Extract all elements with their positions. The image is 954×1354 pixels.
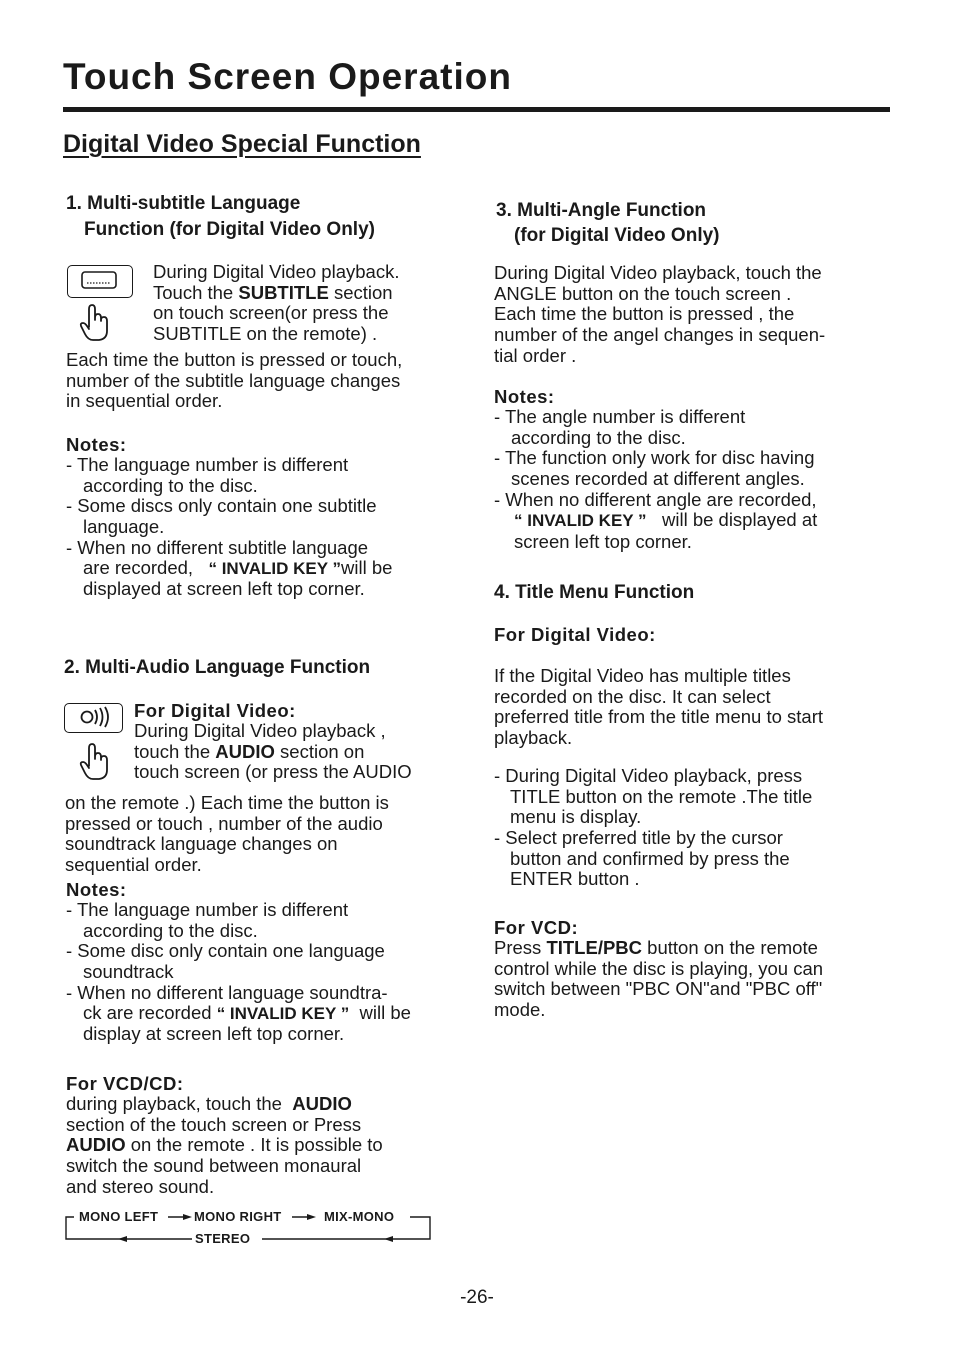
touch-hand-icon xyxy=(77,742,113,782)
sec1-heading-line2: Function (for Digital Video Only) xyxy=(84,219,375,240)
touch-hand-icon xyxy=(77,303,113,343)
sec1-body: Each time the button is pressed or touch, number of the subtitle language changes in sequential order. xyxy=(66,349,403,412)
sec4-for-vcd-label: For VCD: xyxy=(494,917,579,938)
sec3-body: During Digital Video playback, touch the ANGLE button on the touch screen . Each time the button is pressed , the number of the angel changes in sequen- tial order . xyxy=(494,262,826,366)
sec4-heading: 4. Title Menu Function xyxy=(494,582,695,603)
section-subtitle: Digital Video Special Function xyxy=(63,130,421,158)
mono-right-label: MONO RIGHT xyxy=(194,1209,282,1224)
page-number: -26- xyxy=(460,1287,494,1308)
mix-mono-label: MIX-MONO xyxy=(324,1209,395,1224)
sec3-notes: - The angle number is different according to the disc. - The function only work for disc having scenes recorded at different angles. - When no different angle are recorded, “ INVALID KEY ” will be displayed at screen left top corner. xyxy=(494,406,818,553)
sec2-icon-text: During Digital Video playback , touch the AUDIO section on touch screen (or press the AUDIO xyxy=(134,720,412,783)
audio-mode-cycle-diagram xyxy=(64,1208,434,1244)
mono-left-label: MONO LEFT xyxy=(79,1209,159,1224)
invalid-key-text: “ INVALID KEY ” xyxy=(208,559,342,579)
sec2-body: on the remote .) Each time the button is pressed or touch , number of the audio soundtrack language changes on sequential order. xyxy=(65,792,389,876)
sec1-notes-label: Notes: xyxy=(66,434,127,455)
sec2-notes: - The language number is different according to the disc. - Some disc only contain one language soundtrack - When no different language soundtra- ck are recorded “ INVALID KEY ” will be display at screen left top corner. xyxy=(66,899,411,1045)
invalid-key-text: “ INVALID KEY ” xyxy=(216,1004,350,1024)
stereo-label: STEREO xyxy=(195,1231,251,1246)
sec4-notes: - During Digital Video playback, press TITLE button on the remote .The title menu is display. - Select preferred title by the cursor button and confirmed by press the ENTER button . xyxy=(494,765,813,890)
subtitle-button-icon xyxy=(67,265,133,298)
sec3-heading-line1: 3. Multi-Angle Function xyxy=(496,200,707,221)
invalid-key-text: “ INVALID KEY ” xyxy=(514,511,647,531)
sec1-heading-line1: 1. Multi-subtitle Language xyxy=(66,193,301,214)
sec4-for-dv-label: For Digital Video: xyxy=(494,624,656,645)
sec3-heading-line2: (for Digital Video Only) xyxy=(514,225,720,246)
sec2-for-vcd-label: For VCD/CD: xyxy=(66,1073,184,1094)
sec2-vcd-text: during playback, touch the AUDIO section of the touch screen or Press AUDIO on the remote . It is possible to switch the sound between monaural and stereo sound. xyxy=(66,1093,383,1197)
sec3-notes-label: Notes: xyxy=(494,386,555,407)
audio-button-icon xyxy=(64,703,123,733)
page-title: Touch Screen Operation xyxy=(63,56,512,97)
sec1-icon-text: During Digital Video playback. Touch the SUBTITLE section on touch screen(or press the SUBTITLE on the remote) . xyxy=(153,261,400,345)
sec4-vcd-text: Press TITLE/PBC button on the remote control while the disc is playing, you can switch between "PBC ON"and "PBC off" mode. xyxy=(494,937,824,1021)
title-rule xyxy=(63,107,890,112)
sec2-notes-label: Notes: xyxy=(66,879,127,900)
sec2-heading: 2. Multi-Audio Language Function xyxy=(64,657,371,678)
sec4-body: If the Digital Video has multiple titles recorded on the disc. It can select preferred title from the title menu to start playback. xyxy=(494,665,824,749)
sec1-notes: - The language number is different according to the disc. - Some discs only contain one subtitle language. - When no different subtitle language are recorded, “ INVALID KEY ”will be displayed at screen left top corner. xyxy=(66,454,393,600)
sec2-for-dv-label: For Digital Video: xyxy=(134,700,296,721)
